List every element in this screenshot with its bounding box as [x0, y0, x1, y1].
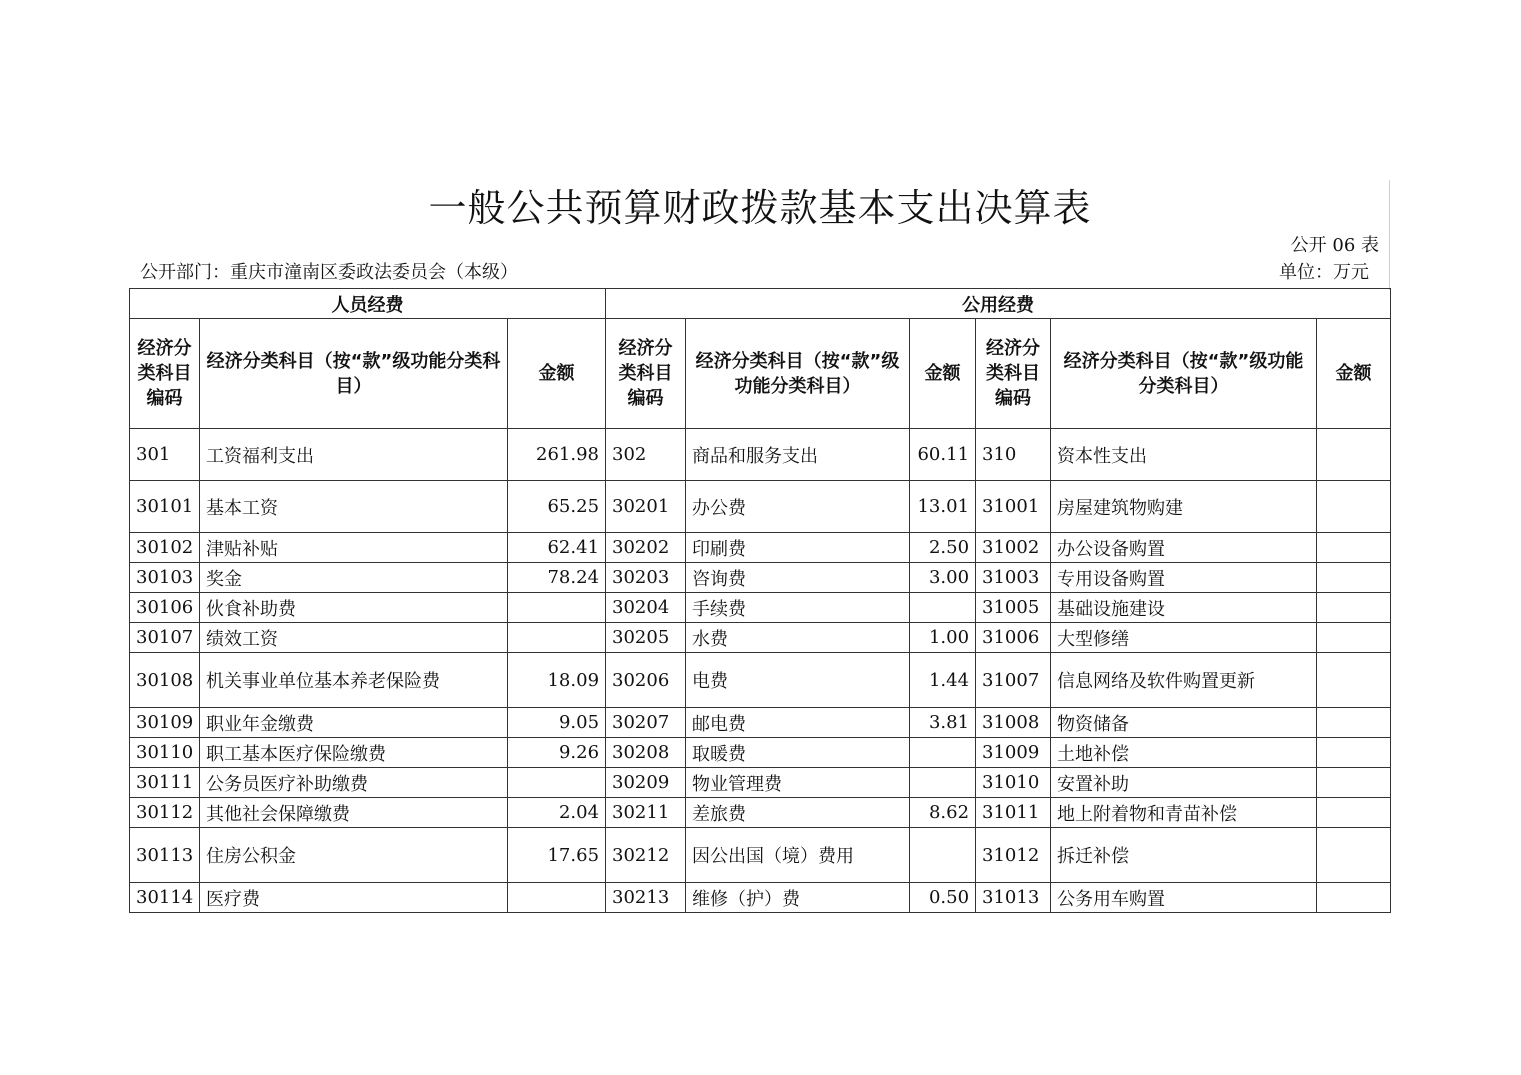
personnel-amount-cell: 17.65: [508, 828, 606, 883]
personnel-amount-cell: [508, 768, 606, 798]
personnel-code-cell: 30103: [130, 563, 200, 593]
public1-code-cell: 30209: [606, 768, 686, 798]
personnel-name-cell: 基本工资: [200, 481, 508, 533]
public2-amount-cell: [1317, 623, 1391, 653]
public1-name-cell: 邮电费: [686, 708, 910, 738]
table-row: [130, 563, 1391, 593]
personnel-code-cell: 30114: [130, 883, 200, 913]
col-header-public1-name: 经济分类科目（按“款”级功能分类科目）: [686, 319, 910, 429]
public2-code-cell: 31003: [976, 563, 1051, 593]
public1-name-cell: 印刷费: [686, 533, 910, 563]
public2-amount-cell: [1317, 653, 1391, 708]
public2-name-cell: 信息网络及软件购置更新: [1051, 653, 1317, 708]
public2-code-cell: 31008: [976, 708, 1051, 738]
col-header-personnel-amount: 金额: [508, 319, 606, 429]
public1-amount-cell: 2.50: [910, 533, 976, 563]
personnel-amount-cell: 9.05: [508, 708, 606, 738]
col-header-public1-code: 经济分类科目编码: [606, 319, 686, 429]
group-header-personnel: 人员经费: [130, 289, 606, 319]
table-row: [130, 623, 1391, 653]
table-number: 公开 06 表: [1290, 235, 1379, 256]
personnel-code-cell: 30112: [130, 798, 200, 828]
public2-name-cell: 房屋建筑物购建: [1051, 481, 1317, 533]
personnel-name-cell: 医疗费: [200, 883, 508, 913]
public1-name-cell: 水费: [686, 623, 910, 653]
public1-name-cell: 手续费: [686, 593, 910, 623]
public2-name-cell: 公务用车购置: [1051, 883, 1317, 913]
public2-name-cell: 大型修缮: [1051, 623, 1317, 653]
public1-name-cell: 因公出国（境）费用: [686, 828, 910, 883]
col-header-public2-name: 经济分类科目（按“款”级功能分类科目）: [1051, 319, 1317, 429]
public1-name-cell: 物业管理费: [686, 768, 910, 798]
table-row: [130, 768, 1391, 798]
table-row: [130, 481, 1391, 533]
personnel-code-cell: 30108: [130, 653, 200, 708]
col-header-public2-amount: 金额: [1317, 319, 1391, 429]
public1-code-cell: 30201: [606, 481, 686, 533]
personnel-amount-cell: [508, 593, 606, 623]
personnel-amount-cell: 65.25: [508, 481, 606, 533]
public2-name-cell: 资本性支出: [1051, 429, 1317, 481]
public2-name-cell: 拆迁补偿: [1051, 828, 1317, 883]
public2-amount-cell: [1317, 533, 1391, 563]
table-row: [130, 653, 1391, 708]
personnel-amount-cell: 78.24: [508, 563, 606, 593]
personnel-name-cell: 奖金: [200, 563, 508, 593]
public1-code-cell: 30204: [606, 593, 686, 623]
public1-code-cell: 30203: [606, 563, 686, 593]
personnel-code-cell: 30102: [130, 533, 200, 563]
personnel-name-cell: 职工基本医疗保险缴费: [200, 738, 508, 768]
public1-amount-cell: 3.00: [910, 563, 976, 593]
public1-code-cell: 30207: [606, 708, 686, 738]
personnel-code-cell: 30111: [130, 768, 200, 798]
public1-code-cell: 30212: [606, 828, 686, 883]
group-header-public: 公用经费: [606, 289, 1391, 319]
personnel-code-cell: 30113: [130, 828, 200, 883]
public2-name-cell: 土地补偿: [1051, 738, 1317, 768]
table-row: [130, 533, 1391, 563]
public2-name-cell: 物资储备: [1051, 708, 1317, 738]
public2-name-cell: 基础设施建设: [1051, 593, 1317, 623]
public1-amount-cell: 1.00: [910, 623, 976, 653]
personnel-amount-cell: 2.04: [508, 798, 606, 828]
personnel-code-cell: 30101: [130, 481, 200, 533]
public1-amount-cell: 3.81: [910, 708, 976, 738]
public1-amount-cell: [910, 828, 976, 883]
public2-code-cell: 31012: [976, 828, 1051, 883]
public2-amount-cell: [1317, 429, 1391, 481]
col-header-public1-amount: 金额: [910, 319, 976, 429]
public2-code-cell: 31010: [976, 768, 1051, 798]
public1-amount-cell: 8.62: [910, 798, 976, 828]
public2-amount-cell: [1317, 883, 1391, 913]
public1-name-cell: 取暖费: [686, 738, 910, 768]
public2-code-cell: 31007: [976, 653, 1051, 708]
personnel-amount-cell: 9.26: [508, 738, 606, 768]
table-row: [130, 798, 1391, 828]
public2-code-cell: 31005: [976, 593, 1051, 623]
personnel-amount-cell: 62.41: [508, 533, 606, 563]
public1-code-cell: 30213: [606, 883, 686, 913]
public2-name-cell: 地上附着物和青苗补偿: [1051, 798, 1317, 828]
public1-amount-cell: [910, 593, 976, 623]
public1-code-cell: 30211: [606, 798, 686, 828]
personnel-code-cell: 30106: [130, 593, 200, 623]
personnel-name-cell: 其他社会保障缴费: [200, 798, 508, 828]
public2-code-cell: 31013: [976, 883, 1051, 913]
personnel-name-cell: 伙食补助费: [200, 593, 508, 623]
public2-code-cell: 31001: [976, 481, 1051, 533]
table-row: [130, 828, 1391, 883]
page-title: 一般公共预算财政拨款基本支出决算表: [428, 186, 1092, 230]
personnel-amount-cell: [508, 883, 606, 913]
public2-amount-cell: [1317, 481, 1391, 533]
public1-code-cell: 302: [606, 429, 686, 481]
public1-amount-cell: 13.01: [910, 481, 976, 533]
department-label: 公开部门：重庆市潼南区委政法委员会（本级）: [140, 262, 518, 283]
public2-code-cell: 31009: [976, 738, 1051, 768]
public1-name-cell: 电费: [686, 653, 910, 708]
public2-name-cell: 专用设备购置: [1051, 563, 1317, 593]
public1-name-cell: 商品和服务支出: [686, 429, 910, 481]
personnel-code-cell: 30110: [130, 738, 200, 768]
expenditure-table: [129, 288, 1391, 913]
personnel-name-cell: 职业年金缴费: [200, 708, 508, 738]
col-header-public2-code: 经济分类科目编码: [976, 319, 1051, 429]
public2-code-cell: 31002: [976, 533, 1051, 563]
public1-amount-cell: 0.50: [910, 883, 976, 913]
table-row: [130, 429, 1391, 481]
public1-amount-cell: 60.11: [910, 429, 976, 481]
personnel-name-cell: 机关事业单位基本养老保险费: [200, 653, 508, 708]
table-row: [130, 593, 1391, 623]
unit-label: 单位：万元: [1279, 262, 1369, 283]
table-row: [130, 738, 1391, 768]
public2-amount-cell: [1317, 828, 1391, 883]
public2-amount-cell: [1317, 708, 1391, 738]
public1-amount-cell: [910, 768, 976, 798]
public2-code-cell: 31011: [976, 798, 1051, 828]
public1-name-cell: 办公费: [686, 481, 910, 533]
public1-amount-cell: [910, 738, 976, 768]
public1-code-cell: 30205: [606, 623, 686, 653]
personnel-code-cell: 301: [130, 429, 200, 481]
personnel-name-cell: 住房公积金: [200, 828, 508, 883]
public1-amount-cell: 1.44: [910, 653, 976, 708]
public2-name-cell: 安置补助: [1051, 768, 1317, 798]
personnel-name-cell: 工资福利支出: [200, 429, 508, 481]
personnel-name-cell: 公务员医疗补助缴费: [200, 768, 508, 798]
public2-code-cell: 310: [976, 429, 1051, 481]
personnel-name-cell: 津贴补贴: [200, 533, 508, 563]
public2-amount-cell: [1317, 768, 1391, 798]
personnel-amount-cell: 261.98: [508, 429, 606, 481]
public1-name-cell: 差旅费: [686, 798, 910, 828]
personnel-amount-cell: [508, 623, 606, 653]
table-row: [130, 883, 1391, 913]
public2-amount-cell: [1317, 738, 1391, 768]
public1-code-cell: 30206: [606, 653, 686, 708]
public1-name-cell: 咨询费: [686, 563, 910, 593]
col-header-personnel-code: 经济分类科目编码: [130, 319, 200, 429]
public2-amount-cell: [1317, 593, 1391, 623]
public2-code-cell: 31006: [976, 623, 1051, 653]
public2-name-cell: 办公设备购置: [1051, 533, 1317, 563]
public1-code-cell: 30208: [606, 738, 686, 768]
personnel-name-cell: 绩效工资: [200, 623, 508, 653]
public1-name-cell: 维修（护）费: [686, 883, 910, 913]
personnel-amount-cell: 18.09: [508, 653, 606, 708]
personnel-code-cell: 30107: [130, 623, 200, 653]
personnel-code-cell: 30109: [130, 708, 200, 738]
public1-code-cell: 30202: [606, 533, 686, 563]
col-header-personnel-name: 经济分类科目（按“款”级功能分类科目）: [200, 319, 508, 429]
public2-amount-cell: [1317, 798, 1391, 828]
table-row: [130, 708, 1391, 738]
public2-amount-cell: [1317, 563, 1391, 593]
